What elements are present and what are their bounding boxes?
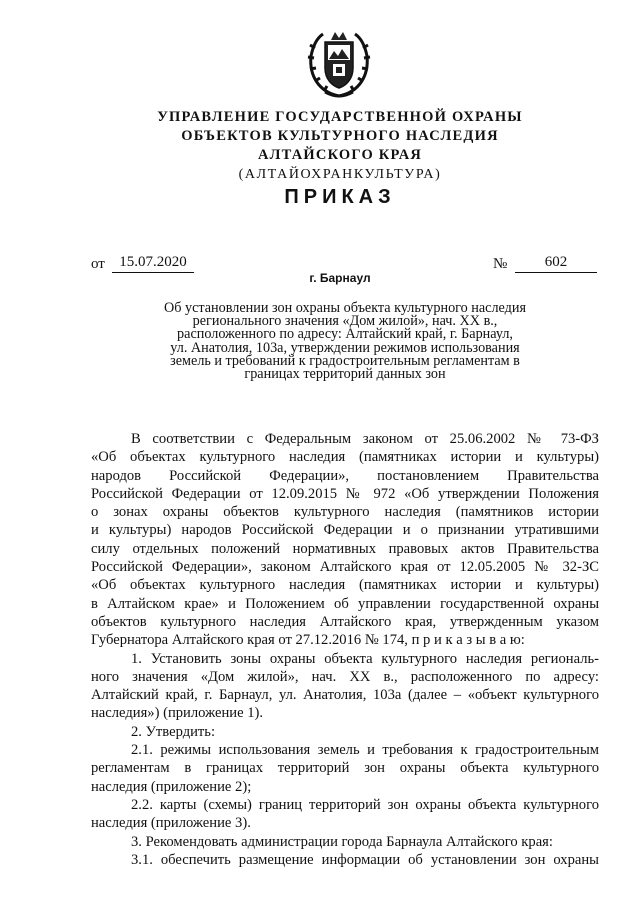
body-line: 1. Установить зоны охраны объекта культурного наследия региональ- xyxy=(131,650,599,667)
order-subject xyxy=(120,302,570,381)
body-line: 3. Рекомендовать администрации города Барнаула Алтайского края: xyxy=(131,833,553,850)
subject-line: ул. Анатолия, 103а, утверждении режимов использования xyxy=(170,339,520,356)
body-line: регламентам в границах территорий зон охраны объекта культурного xyxy=(91,760,599,777)
subject-line: Об установлении зон охраны объекта культурного наследия xyxy=(163,300,526,316)
number-prefix: № xyxy=(493,256,508,272)
body-line: наследия (приложение 3). xyxy=(91,815,251,832)
document-type-title: ПРИКАЗ xyxy=(284,186,396,208)
order-number: 602 xyxy=(515,252,597,273)
authority-line: АЛТАЙСКОГО КРАЯ xyxy=(257,147,423,163)
order-body-text xyxy=(91,430,599,869)
date-prefix: от xyxy=(91,256,105,272)
body-line: 3.1. обеспечить размещение информации об установлении зон охраны xyxy=(131,851,599,868)
subject-line: расположенного по адресу: Алтайский край, г. Барнаул, xyxy=(177,326,513,343)
subject-line: земель и требований к градостроительным регламентам в xyxy=(170,352,520,369)
body-line: объектов культурного наследия Алтайского края, утвержденным указом xyxy=(91,613,599,630)
subject-line: регионального значения «Дом жилой», нач. XX в., xyxy=(192,313,498,330)
body-line: Алтайский край, г. Барнаул, ул. Анатолия, 103а (далее – «объект культурного xyxy=(91,687,599,704)
authority-line: ОБЪЕКТОВ КУЛЬТУРНОГО НАСЛЕДИЯ xyxy=(181,128,499,144)
body-line: и культуры) народов Российской Федерации и о признании утратившими xyxy=(91,522,599,539)
body-line: народов Российской Федерации», постановлением Правительства xyxy=(91,467,599,484)
subject-line: границах территорий данных зон xyxy=(244,366,446,383)
body-line: «Об объектах культурного наследия (памятниках истории и культуры) xyxy=(91,449,599,466)
body-line: «Об объектах культурного наследия (памятниках истории и культуры) xyxy=(91,577,599,594)
body-line: в Алтайском крае» и Положением об управлении государственной охраны xyxy=(91,595,599,612)
authority-line: УПРАВЛЕНИЕ ГОСУДАРСТВЕННОЙ ОХРАНЫ xyxy=(157,109,523,125)
issue-city: г. Барнаул xyxy=(309,271,371,285)
issuing-authority xyxy=(0,108,640,184)
coat-of-arms-icon xyxy=(305,28,373,100)
body-line: 2. Утвердить: xyxy=(131,723,216,740)
authority-short-name: (АЛТАЙОХРАНКУЛЬТУРА) xyxy=(238,167,442,182)
body-line: Российской Федерации», законом Алтайского края от 12.05.2005 № 32-ЗС xyxy=(91,559,599,576)
body-line: 2.1. режимы использования земель и требования к градостроительным xyxy=(131,742,599,759)
body-line: В соответствии с Федеральным законом от 25.06.2002 № 73-ФЗ xyxy=(131,431,599,447)
order-date: 15.07.2020 xyxy=(112,252,194,273)
body-line: ного значения «Дом жилой», нач. XX в., расположенного по адресу: xyxy=(91,668,599,685)
body-line: Российской Федерации от 12.09.2015 № 972 «Об утверждении Положения xyxy=(91,485,599,502)
body-line: о зонах охраны объектов культурного наследия (памятников истории xyxy=(91,504,599,521)
body-line: наследия (приложение 2); xyxy=(91,778,252,795)
body-line: силу отдельных положений нормативных правовых актов Правительства xyxy=(91,540,599,557)
body-line: наследия») (приложение 1). xyxy=(91,705,263,722)
body-line: 2.2. карты (схемы) границ территорий зон охраны объекта культурного xyxy=(131,796,599,813)
body-line: Губернатора Алтайского края от 27.12.2016 № 174, п р и к а з ы в а ю: xyxy=(91,632,525,649)
